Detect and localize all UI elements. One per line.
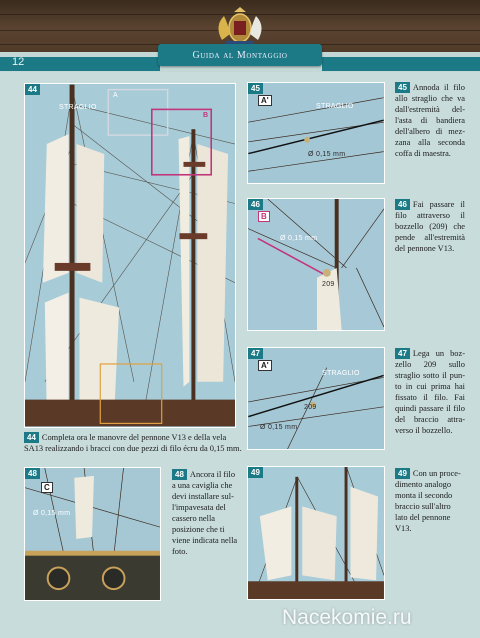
step-49-number: 49	[248, 467, 263, 478]
step-49-photo	[247, 466, 385, 600]
step-44-stay-label: STRAGLIO	[59, 104, 97, 111]
step-46-thread-label: Ø 0,15 mm	[280, 235, 318, 242]
step-48-caption-number: 48	[172, 469, 187, 480]
step-48-caption-text: Ancora il filo a una caviglia che devi installare sul-l'impavesata del cassero nella posizione che ti viene indicata nella foto.	[172, 470, 238, 556]
step-47-thread-label: Ø 0,15 mm	[260, 424, 298, 431]
section-tab	[158, 44, 322, 66]
step-46-marker: B	[258, 211, 270, 222]
step-44-caption-number: 44	[24, 432, 39, 443]
step-45-photo	[247, 82, 385, 184]
step-48-number: 48	[25, 468, 40, 479]
step-47-marker: A'	[258, 360, 272, 371]
step-47-caption-number: 47	[395, 348, 410, 359]
header-band-right	[322, 57, 480, 71]
step-49-caption-text: Con un proce-dimento analogo monta il secondo braccio sull'altro lato del pennone V13.	[395, 469, 461, 533]
step-45-thread-label: Ø 0,15 mm	[308, 151, 346, 158]
step-48-photo	[24, 467, 161, 601]
ship-rigging-illustration	[25, 84, 235, 427]
step-44-caption	[24, 432, 242, 454]
step-45-stay-label: STRAGLIO	[316, 103, 354, 110]
step-49-caption-number: 49	[395, 468, 410, 479]
step-46-number: 46	[248, 199, 263, 210]
step-48-marker: C	[41, 482, 53, 493]
step-48-caption	[172, 469, 240, 557]
step-47-stay-label: STRAGLIO	[322, 370, 360, 377]
step-46-block-label: 209	[322, 281, 335, 288]
step-46-photo	[247, 198, 385, 331]
step-44-caption-text: Completa ora le manovre del pennone V13 e della vela SA13 realizzando i bracci con due pezzi di filo écru da 0,15 mm.	[24, 433, 242, 453]
step-46-caption	[395, 199, 465, 254]
step-47-photo	[247, 347, 385, 450]
step-47-caption	[395, 348, 465, 436]
step-45-caption-number: 45	[395, 82, 410, 93]
page-number: 12	[12, 56, 25, 68]
watermark: Nacekomie.ru	[282, 606, 412, 629]
step-45-caption	[395, 82, 465, 159]
step-49-caption	[395, 468, 465, 534]
step-45-marker: A'	[258, 95, 272, 106]
step-44-number: 44	[25, 84, 40, 95]
step-47-caption-text: Lega un boz-zello 209 sullo straglio sotto il pun-to in cui prima hai fissato il filo. Fai quindi passare il filo del braccio attra-verso il bozzello.	[395, 349, 465, 435]
step-46-caption-text: Fai passare il filo attraverso il bozzello (209) che pende all'estremità del pennone V13.	[395, 200, 465, 253]
step-47-number: 47	[248, 348, 263, 359]
step-48-thread-label: Ø 0,15 mm	[33, 510, 71, 517]
royal-crest-icon	[200, 6, 280, 48]
step-45-caption-text: Annoda il filo allo straglio che va dall'estremità del-l'asta di bandiera dell'albero di mez-zana alla seconda coffa di maestra.	[395, 83, 465, 158]
step-47-block-label: 209	[304, 404, 317, 411]
step-44-photo	[24, 83, 236, 428]
step-44-marker-b: B	[203, 112, 209, 119]
step-46-caption-number: 46	[395, 199, 410, 210]
step-45-number: 45	[248, 83, 263, 94]
step-44-marker-a: A	[113, 92, 118, 99]
section-title: Guida al Montaggio	[192, 49, 288, 61]
